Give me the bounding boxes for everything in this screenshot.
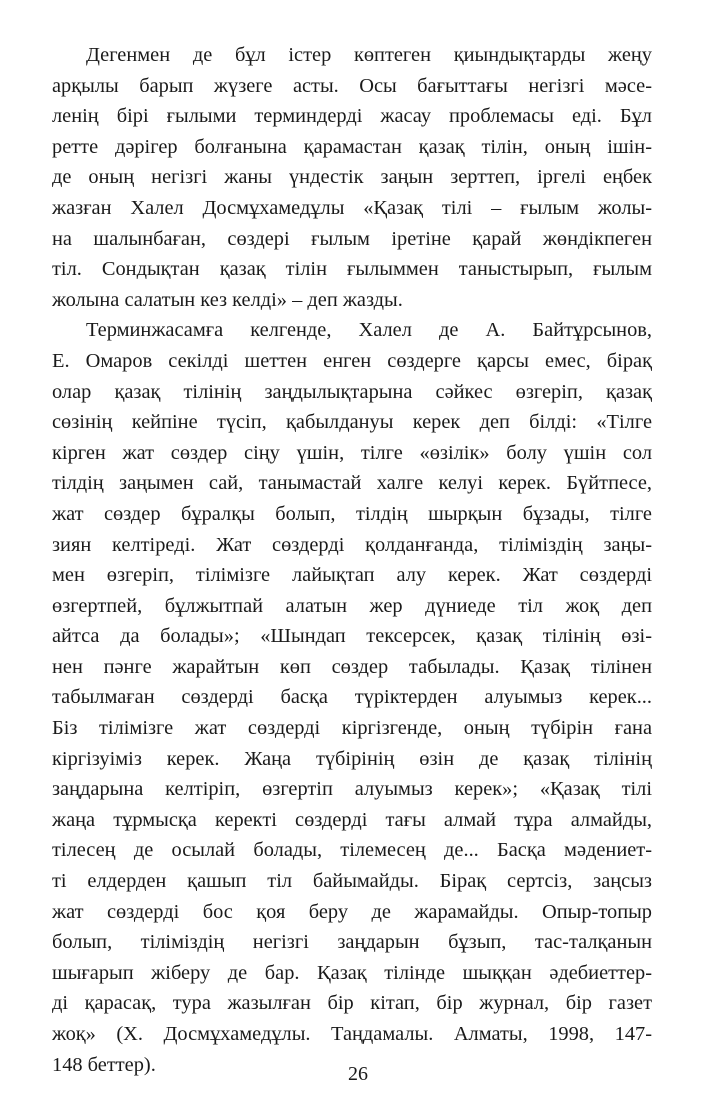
- text-line: жазған Халел Досмұхамедұлы «Қазақ тілі – ғылым жолы-: [52, 196, 652, 219]
- text-line: на шалынбаған, сөздері ғылым іретіне қарай жөндікпеген: [52, 227, 652, 250]
- text-line: Біз тілімізге жат сөздерді кіргізгенде, оның түбірін ғана: [52, 717, 652, 740]
- text-line: заңдарына келтіріп, өзгертіп алуымыз керек»; «Қазақ тілі: [52, 778, 652, 801]
- text-line: тілдің заңымен сай, танымастай халге келуі керек. Бүйтпесе,: [52, 472, 652, 495]
- text-line: тіл. Сондықтан қазақ тілін ғылыммен таныстырып, ғылым: [52, 258, 652, 281]
- text-line: Е. Омаров секілді шеттен енген сөздерге қарсы емес, бірақ: [52, 349, 652, 372]
- text-line: де оның негізгі жаны үндестік заңын зерттеп, іргелі еңбек: [52, 166, 652, 189]
- text-line: өзгертпей, бұлжытпай алатын жер дүниеде тіл жоқ деп: [52, 594, 652, 617]
- text-line: табылмаған сөздерді басқа түріктерден алуымыз керек...: [52, 686, 652, 709]
- text-line: зиян келтіреді. Жат сөздерді қолданғанда, тіліміздің заңы-: [52, 533, 652, 556]
- text-line: айтса да болады»; «Шындап тексерсек, қазақ тілінің өзі-: [52, 625, 652, 648]
- text-line: мен өзгеріп, тілімізге лайықтап алу керек. Жат сөздерді: [52, 564, 652, 587]
- text-line: жат сөздер бұралқы болып, тілдің шырқын бұзады, тілге: [52, 502, 652, 525]
- text-line: Терминжасамға келгенде, Халел де А. Байтұрсынов,: [86, 319, 652, 342]
- text-line: жолына салатын кез келді» – деп жазды.: [52, 288, 403, 311]
- text-line: тілесең де осылай болады, тілемесең де... Басқа мәдениет-: [52, 839, 652, 862]
- text-line: олар қазақ тілінің заңдылықтарына сәйкес өзгеріп, қазақ: [52, 380, 652, 403]
- text-line: нен пәнге жарайтын көп сөздер табылады. Қазақ тілінен: [52, 655, 652, 678]
- page-body: [52, 40, 652, 1080]
- paragraph-2: [52, 315, 652, 1080]
- text-line: шығарып жіберу де бар. Қазақ тілінде шыққан әдебиеттер-: [52, 961, 652, 984]
- text-line: ретте дәрігер болғанына қарамастан қазақ тілін, оның ішін-: [52, 135, 652, 158]
- text-line: ті елдерден қашып тіл байымайды. Бірақ сертсіз, заңсыз: [52, 870, 652, 893]
- text-line: кіргізуіміз керек. Жаңа түбірінің өзін де қазақ тілінің: [52, 747, 652, 770]
- text-line: жаңа тұрмысқа керекті сөздерді тағы алмай тұра алмайды,: [52, 808, 652, 831]
- text-line: 148 беттер).: [52, 1053, 156, 1076]
- paragraph-1: [52, 40, 652, 315]
- text-line: сөзінің кейпіне түсіп, қабылдануы керек деп білді: «Тілге: [52, 411, 652, 434]
- text-line: Дегенмен де бұл істер көптеген қиындықтарды жеңу: [86, 44, 652, 66]
- text-line: арқылы барып жүзеге асты. Осы бағыттағы негізгі мәсе-: [52, 74, 652, 97]
- page-number: 26: [348, 1063, 368, 1085]
- text-line: болып, тіліміздің негізгі заңдарын бұзып, тас-талқанын: [52, 931, 652, 954]
- text-line: ленің бірі ғылыми терминдерді жасау проблемасы еді. Бұл: [52, 105, 652, 128]
- text-line: кірген жат сөздер сіңу үшін, тілге «өзілік» болу үшін сол: [52, 441, 652, 464]
- text-line: ді қарасақ, тура жазылған бір кітап, бір журнал, бір газет: [52, 992, 652, 1015]
- text-line: жоқ» (Х. Досмұхамедұлы. Таңдамалы. Алматы, 1998, 147-: [52, 1023, 652, 1045]
- text-line: жат сөздерді бос қоя беру де жарамайды. Опыр-топыр: [52, 900, 652, 923]
